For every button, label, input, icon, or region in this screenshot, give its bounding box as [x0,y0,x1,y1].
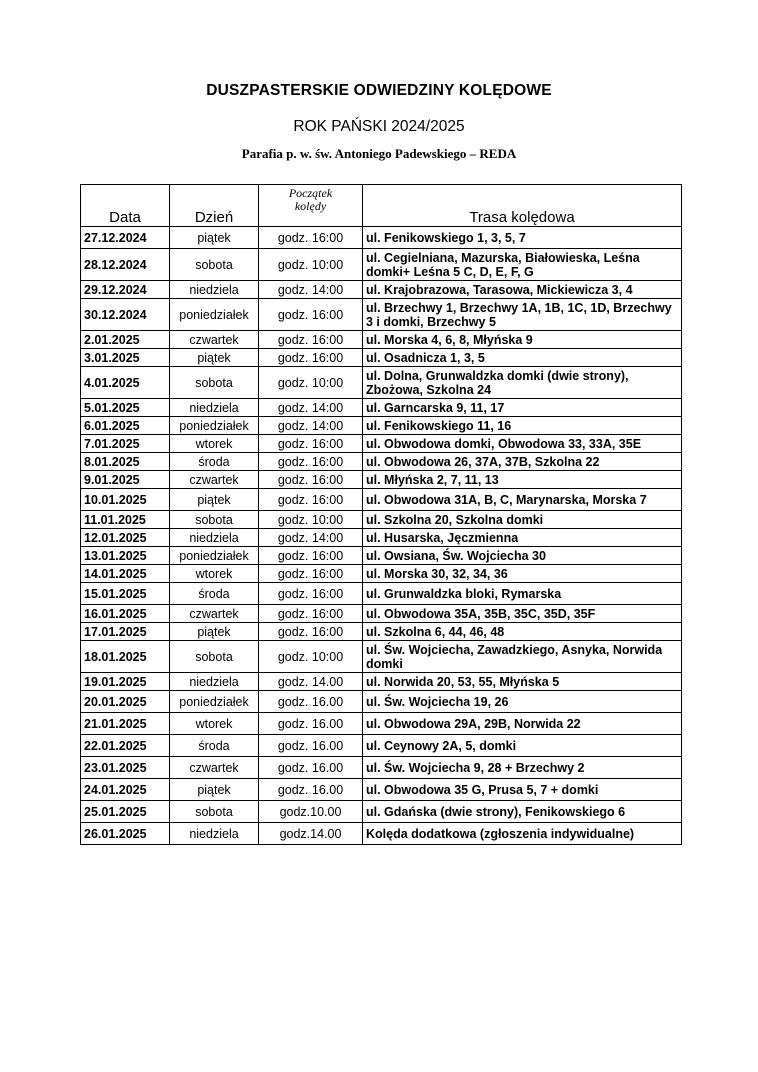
row-day: wtorek [170,713,259,735]
row-day: środa [170,735,259,757]
row-route: ul. Fenikowskiego 11, 16 [363,417,682,435]
row-route: ul. Św. Wojciecha 19, 26 [363,691,682,713]
row-time: godz.14.00 [259,823,363,845]
table-row [81,489,682,511]
row-time: godz. 16.00 [259,779,363,801]
table-row [81,299,682,331]
row-day: wtorek [170,435,259,453]
table-row [81,331,682,349]
row-date: 2.01.2025 [81,331,170,349]
header-day: Dzień [170,185,259,227]
table-row [81,779,682,801]
table-row [81,823,682,845]
row-day: sobota [170,641,259,673]
table-row [81,511,682,529]
schedule-table [80,184,682,845]
parish-name: Parafia p. w. św. Antoniego Padewskiego – REDA [241,146,517,161]
row-date: 12.01.2025 [81,529,170,547]
row-day: sobota [170,249,259,281]
header-start-time-line2: kolędy [294,199,327,213]
row-date: 25.01.2025 [81,801,170,823]
table-row [81,227,682,249]
row-day: piątek [170,349,259,367]
row-date: 9.01.2025 [81,471,170,489]
row-time: godz. 16:00 [259,583,363,605]
row-date: 10.01.2025 [81,489,170,511]
row-date: 18.01.2025 [81,641,170,673]
row-day: wtorek [170,565,259,583]
row-day: środa [170,583,259,605]
row-time: godz. 14:00 [259,399,363,417]
row-date: 15.01.2025 [81,583,170,605]
row-date: 4.01.2025 [81,367,170,399]
header-start-time [259,185,363,227]
row-route: ul. Młyńska 2, 7, 11, 13 [363,471,682,489]
row-date: 23.01.2025 [81,757,170,779]
row-time: godz. 16:00 [259,547,363,565]
row-route: ul. Owsiana, Św. Wojciecha 30 [363,547,682,565]
row-time: godz. 16:00 [259,331,363,349]
row-date: 13.01.2025 [81,547,170,565]
row-day: środa [170,453,259,471]
row-date: 19.01.2025 [81,673,170,691]
row-route: ul. Obwodowa 29A, 29B, Norwida 22 [363,713,682,735]
table-row [81,713,682,735]
table-row [81,399,682,417]
table-row [81,471,682,489]
row-day: piątek [170,227,259,249]
table-row [81,641,682,673]
row-route: ul. Gdańska (dwie strony), Fenikowskiego 6 [363,801,682,823]
row-day: piątek [170,779,259,801]
row-route: ul. Obwodowa 35 G, Prusa 5, 7 + domki [363,779,682,801]
table-row [81,417,682,435]
table-row [81,623,682,641]
row-time: godz. 16.00 [259,735,363,757]
row-day: niedziela [170,673,259,691]
row-day: piątek [170,489,259,511]
row-route: ul. Szkolna 20, Szkolna domki [363,511,682,529]
row-time: godz. 16:00 [259,623,363,641]
row-time: godz. 16.00 [259,757,363,779]
table-row [81,565,682,583]
row-route: ul. Brzechwy 1, Brzechwy 1A, 1B, 1C, 1D, Brzechwy 3 i domki, Brzechwy 5 [363,299,682,331]
row-date: 14.01.2025 [81,565,170,583]
header-route: Trasa kolędowa [363,185,682,227]
row-date: 11.01.2025 [81,511,170,529]
row-route: ul. Ceynowy 2A, 5, domki [363,735,682,757]
row-route: ul. Fenikowskiego 1, 3, 5, 7 [363,227,682,249]
row-date: 7.01.2025 [81,435,170,453]
table-row [81,529,682,547]
row-day: poniedziałek [170,691,259,713]
table-row [81,735,682,757]
table-header-row [81,185,682,227]
row-day: sobota [170,801,259,823]
row-day: niedziela [170,281,259,299]
row-route: ul. Morska 30, 32, 34, 36 [363,565,682,583]
schedule-body [81,227,682,845]
row-day: niedziela [170,399,259,417]
header-start-time-line1: Początek [288,186,333,200]
table-row [81,605,682,623]
table-row [81,249,682,281]
table-row [81,367,682,399]
row-time: godz. 14:00 [259,529,363,547]
row-route: Kolęda dodatkowa (zgłoszenia indywidualne) [363,823,682,845]
row-route: ul. Cegielniana, Mazurska, Białowieska, Leśna domki+ Leśna 5 C, D, E, F, G [363,249,682,281]
row-route: ul. Obwodowa 26, 37A, 37B, Szkolna 22 [363,453,682,471]
row-date: 6.01.2025 [81,417,170,435]
row-route: ul. Garncarska 9, 11, 17 [363,399,682,417]
row-day: poniedziałek [170,547,259,565]
row-route: ul. Szkolna 6, 44, 46, 48 [363,623,682,641]
row-time: godz. 16:00 [259,227,363,249]
row-time: godz. 10:00 [259,641,363,673]
table-row [81,349,682,367]
row-route: ul. Św. Wojciecha, Zawadzkiego, Asnyka, Norwida domki [363,641,682,673]
row-date: 28.12.2024 [81,249,170,281]
row-route: ul. Husarska, Jęczmienna [363,529,682,547]
row-time: godz. 16:00 [259,453,363,471]
row-time: godz. 16:00 [259,565,363,583]
row-date: 22.01.2025 [81,735,170,757]
row-time: godz. 16:00 [259,299,363,331]
row-route: ul. Grunwaldzka bloki, Rymarska [363,583,682,605]
row-day: sobota [170,367,259,399]
row-route: ul. Osadnicza 1, 3, 5 [363,349,682,367]
table-row [81,583,682,605]
row-date: 24.01.2025 [81,779,170,801]
row-date: 29.12.2024 [81,281,170,299]
row-date: 26.01.2025 [81,823,170,845]
row-route: ul. Norwida 20, 53, 55, Młyńska 5 [363,673,682,691]
row-route: ul. Obwodowa 35A, 35B, 35C, 35D, 35F [363,605,682,623]
table-row [81,757,682,779]
document-title: DUSZPASTERSKIE ODWIEDZINY KOLĘDOWE [206,82,552,99]
row-day: niedziela [170,529,259,547]
row-day: poniedziałek [170,299,259,331]
row-time: godz. 16.00 [259,691,363,713]
row-route: ul. Dolna, Grunwaldzka domki (dwie strony), Zbożowa, Szkolna 24 [363,367,682,399]
row-time: godz. 16:00 [259,605,363,623]
row-day: poniedziałek [170,417,259,435]
row-time: godz. 14:00 [259,417,363,435]
row-time: godz. 16:00 [259,435,363,453]
table-row [81,453,682,471]
header-date: Data [81,185,170,227]
table-row [81,673,682,691]
row-route: ul. Obwodowa domki, Obwodowa 33, 33A, 35E [363,435,682,453]
row-date: 8.01.2025 [81,453,170,471]
row-time: godz. 10:00 [259,367,363,399]
table-row [81,691,682,713]
row-time: godz. 10:00 [259,249,363,281]
row-time: godz. 16:00 [259,471,363,489]
row-date: 3.01.2025 [81,349,170,367]
row-day: czwartek [170,605,259,623]
row-date: 21.01.2025 [81,713,170,735]
row-time: godz. 14.00 [259,673,363,691]
row-date: 27.12.2024 [81,227,170,249]
row-time: godz. 16.00 [259,713,363,735]
table-row [81,281,682,299]
table-row [81,801,682,823]
row-time: godz. 16:00 [259,489,363,511]
row-route: ul. Obwodowa 31A, B, C, Marynarska, Morska 7 [363,489,682,511]
table-row [81,547,682,565]
row-date: 17.01.2025 [81,623,170,641]
row-day: czwartek [170,757,259,779]
row-day: sobota [170,511,259,529]
row-day: czwartek [170,331,259,349]
row-day: niedziela [170,823,259,845]
row-route: ul. Krajobrazowa, Tarasowa, Mickiewicza 3, 4 [363,281,682,299]
row-day: piątek [170,623,259,641]
document-subtitle: ROK PAŃSKI 2024/2025 [293,118,465,135]
row-route: ul. Morska 4, 6, 8, Młyńska 9 [363,331,682,349]
row-time: godz. 14:00 [259,281,363,299]
row-day: czwartek [170,471,259,489]
row-route: ul. Św. Wojciecha 9, 28 + Brzechwy 2 [363,757,682,779]
row-date: 5.01.2025 [81,399,170,417]
row-date: 30.12.2024 [81,299,170,331]
row-date: 16.01.2025 [81,605,170,623]
row-time: godz. 10:00 [259,511,363,529]
row-date: 20.01.2025 [81,691,170,713]
row-time: godz. 16:00 [259,349,363,367]
table-row [81,435,682,453]
row-time: godz.10.00 [259,801,363,823]
